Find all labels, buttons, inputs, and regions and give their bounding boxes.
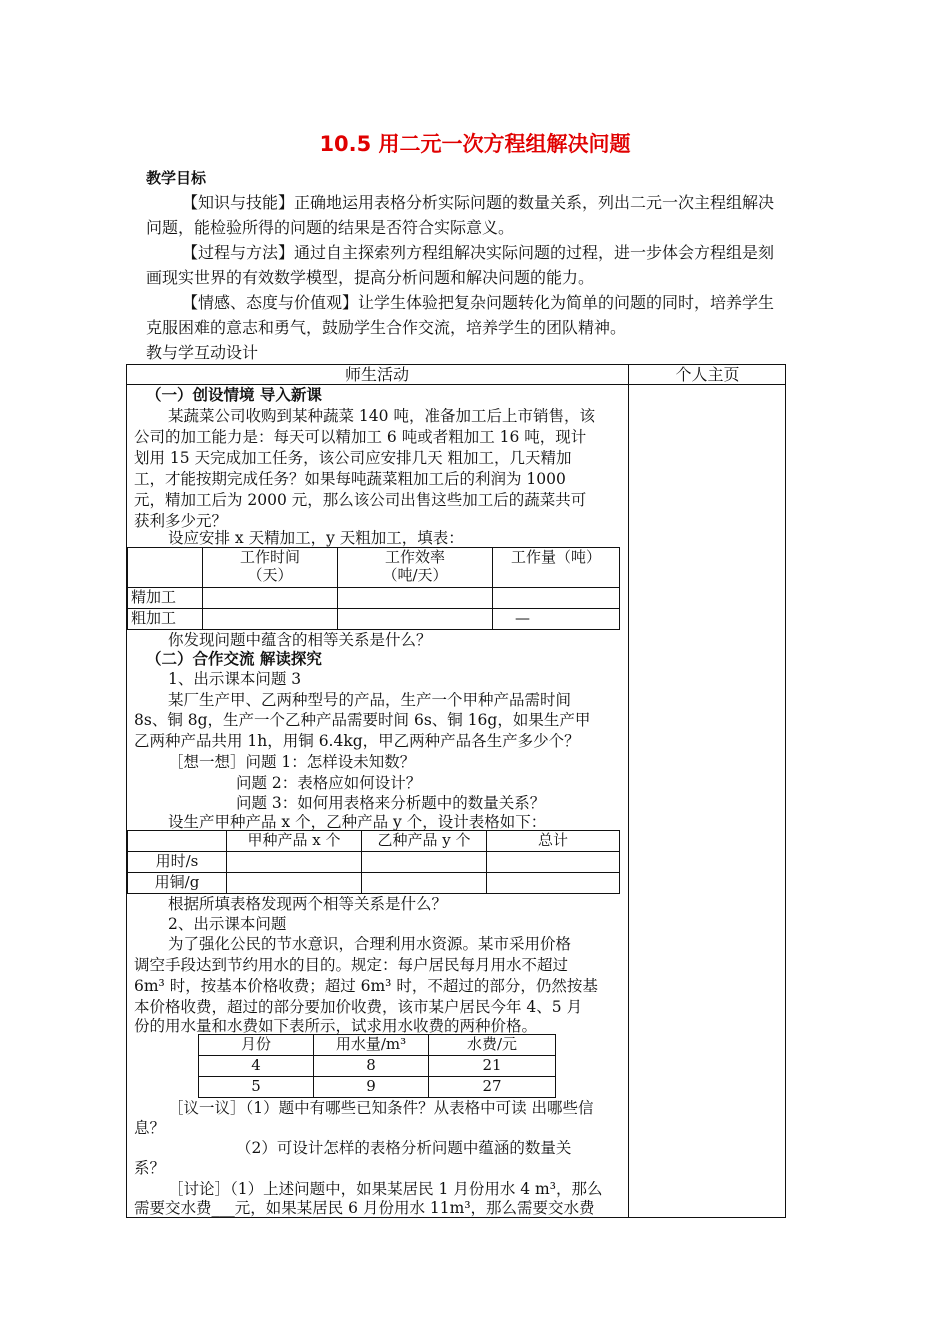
think-question-3: 问题 3：如何用表格来分析题中的数量关系？ bbox=[236, 794, 546, 812]
discuss-1-line-2: 息？ bbox=[134, 1119, 166, 1137]
sec2-problem-line-2: 8s、铜 8g，生产一个乙种产品需要时间 6s、铜 16g，如果生产甲 bbox=[134, 711, 591, 729]
talk-line-2: 需要交水费___元，如果某居民 6 月份用水 11m³，那么需要交水费 bbox=[134, 1199, 595, 1217]
work-table-cell: — bbox=[493, 609, 620, 630]
sec1-line-3: 划用 15 天完成加工任务，该公司应安排几天 粗加工，几天精加 bbox=[134, 449, 572, 467]
emotion-line-1: 【情感、态度与价值观】让学生体验把复杂问题转化为简单的问题的同时，培养学生 bbox=[182, 293, 775, 312]
product-table-row-label: 用铜/g bbox=[128, 873, 227, 894]
sec1-question: 你发现问题中蕴含的相等关系是什么？ bbox=[168, 631, 432, 649]
emotion-line-2: 克服困难的意志和勇气，鼓励学生合作交流，培养学生的团队精神。 bbox=[146, 318, 627, 337]
sec1-line-4: 工，才能按期完成任务？如果每吨蔬菜粗加工后的利润为 1000 bbox=[134, 470, 566, 488]
water-table-cell: 4 bbox=[199, 1056, 314, 1077]
product-table-header-b: 乙种产品 y 个 bbox=[362, 831, 487, 852]
page-title: 10.5 用二元一次方程组解决问题 bbox=[319, 132, 631, 156]
work-table-corner bbox=[128, 548, 203, 588]
sec1-line-5: 元，精加工后为 2000 元，那么该公司出售这些加工后的蔬菜共可 bbox=[134, 491, 587, 509]
work-table-row-label: 精加工 bbox=[128, 588, 203, 609]
water-table-header-month: 月份 bbox=[199, 1035, 314, 1056]
process-line-2: 画现实世界的有效数学模型，提高分析问题和解决问题的能力。 bbox=[146, 268, 595, 287]
knowledge-line-2: 问题，能检验所得的问题的结果是否符合实际意义。 bbox=[146, 218, 515, 237]
design-heading: 教与学互动设计 bbox=[146, 343, 259, 362]
discuss-2-line-1: （2）可设计怎样的表格分析问题中蕴涵的数量关 bbox=[236, 1139, 572, 1157]
work-table-cell bbox=[203, 609, 338, 630]
product-table-cell bbox=[362, 852, 487, 873]
water-line-4: 本价格收费，超过的部分要加价收费，该市某户居民今年 4、5 月 bbox=[134, 998, 583, 1016]
product-table-cell bbox=[227, 852, 362, 873]
product-table bbox=[127, 830, 620, 894]
sec2-problem-line-1: 某厂生产甲、乙两种型号的产品，生产一个甲种产品需时间 bbox=[168, 691, 572, 709]
work-table-header-rate: 工作效率 （吨/天） bbox=[338, 548, 493, 588]
water-line-2: 调空手段达到节约用水的目的。规定：每户居民每月用水不超过 bbox=[134, 956, 569, 974]
column-header-teacher: 师生活动 bbox=[344, 365, 409, 384]
knowledge-line-1: 【知识与技能】正确地运用表格分析实际问题的数量关系，列出二元一次主程组解决 bbox=[182, 193, 775, 212]
work-table-header-amount: 工作量（吨） bbox=[493, 548, 620, 588]
water-table-cell: 27 bbox=[429, 1077, 556, 1098]
water-table-cell: 21 bbox=[429, 1056, 556, 1077]
water-table-cell: 5 bbox=[199, 1077, 314, 1098]
objectives-heading: 教学目标 bbox=[146, 169, 207, 187]
work-table-row-label: 粗加工 bbox=[128, 609, 203, 630]
water-table-cell: 8 bbox=[314, 1056, 429, 1077]
work-table-cell bbox=[203, 588, 338, 609]
section-1-heading: （一）创设情境 导入新课 bbox=[146, 386, 322, 404]
water-line-1: 为了强化公民的节水意识，合理利用水资源。某市采用价格 bbox=[168, 935, 572, 953]
sec2-item-1: 1、出示课本问题 3 bbox=[168, 670, 302, 688]
product-table-cell bbox=[487, 873, 620, 894]
work-table bbox=[127, 547, 620, 630]
water-table-header-usage: 用水量/m³ bbox=[314, 1035, 429, 1056]
work-table-header-time: 工作时间 （天） bbox=[203, 548, 338, 588]
column-header-personal: 个人主页 bbox=[675, 365, 740, 384]
discuss-2-line-2: 系？ bbox=[134, 1159, 166, 1177]
product-table-row-label: 用时/s bbox=[128, 852, 227, 873]
product-table-header-total: 总计 bbox=[487, 831, 620, 852]
product-table-header-a: 甲种产品 x 个 bbox=[227, 831, 362, 852]
column-divider bbox=[628, 364, 629, 1218]
product-table-cell bbox=[487, 852, 620, 873]
product-table-corner bbox=[128, 831, 227, 852]
think-question-2: 问题 2：表格应如何设计？ bbox=[236, 774, 422, 792]
sec2-setup: 设生产甲种产品 x 个，乙种产品 y 个，设计表格如下： bbox=[168, 813, 547, 831]
water-line-3: 6m³ 时，按基本价格收费；超过 6m³ 时，不超过的部分，仍然按基 bbox=[134, 977, 598, 995]
talk-line-1: ［讨论］（1）上述问题中，如果某居民 1 月份用水 4 m³，那么 bbox=[168, 1180, 603, 1198]
sec1-setup: 设应安排 x 天精加工，y 天粗加工，填表： bbox=[168, 529, 464, 547]
water-line-5: 份的用水量和水费如下表所示，试求用水收费的两种价格。 bbox=[134, 1017, 538, 1035]
water-table-cell: 9 bbox=[314, 1077, 429, 1098]
work-table-cell bbox=[493, 588, 620, 609]
product-table-cell bbox=[227, 873, 362, 894]
sec2-problem-line-3: 乙两种产品共用 1h，用铜 6.4kg，甲乙两种产品各生产多少个？ bbox=[134, 732, 580, 750]
sec2-question: 根据所填表格发现两个相等关系是什么？ bbox=[168, 895, 448, 913]
think-question-1: ［想一想］问题 1：怎样设未知数？ bbox=[168, 753, 416, 771]
process-line-1: 【过程与方法】通过自主探索列方程组解决实际问题的过程，进一步体会方程组是刻 bbox=[182, 243, 775, 262]
work-table-cell bbox=[338, 609, 493, 630]
discuss-1-line-1: ［议一议］（1）题中有哪些已知条件？从表格中可读 出哪些信 bbox=[168, 1099, 594, 1117]
sec1-line-1: 某蔬菜公司收购到某种蔬菜 140 吨，准备加工后上市销售，该 bbox=[168, 407, 595, 425]
sec1-line-6: 获利多少元？ bbox=[134, 512, 228, 530]
water-table bbox=[198, 1034, 556, 1098]
work-table-cell bbox=[338, 588, 493, 609]
product-table-cell bbox=[362, 873, 487, 894]
section-2-heading: （二）合作交流 解读探究 bbox=[146, 650, 322, 668]
sec1-line-2: 公司的加工能力是：每天可以精加工 6 吨或者粗加工 16 吨，现计 bbox=[134, 428, 587, 446]
water-table-header-fee: 水费/元 bbox=[429, 1035, 556, 1056]
sec2-item-2: 2、出示课本问题 bbox=[168, 915, 287, 933]
